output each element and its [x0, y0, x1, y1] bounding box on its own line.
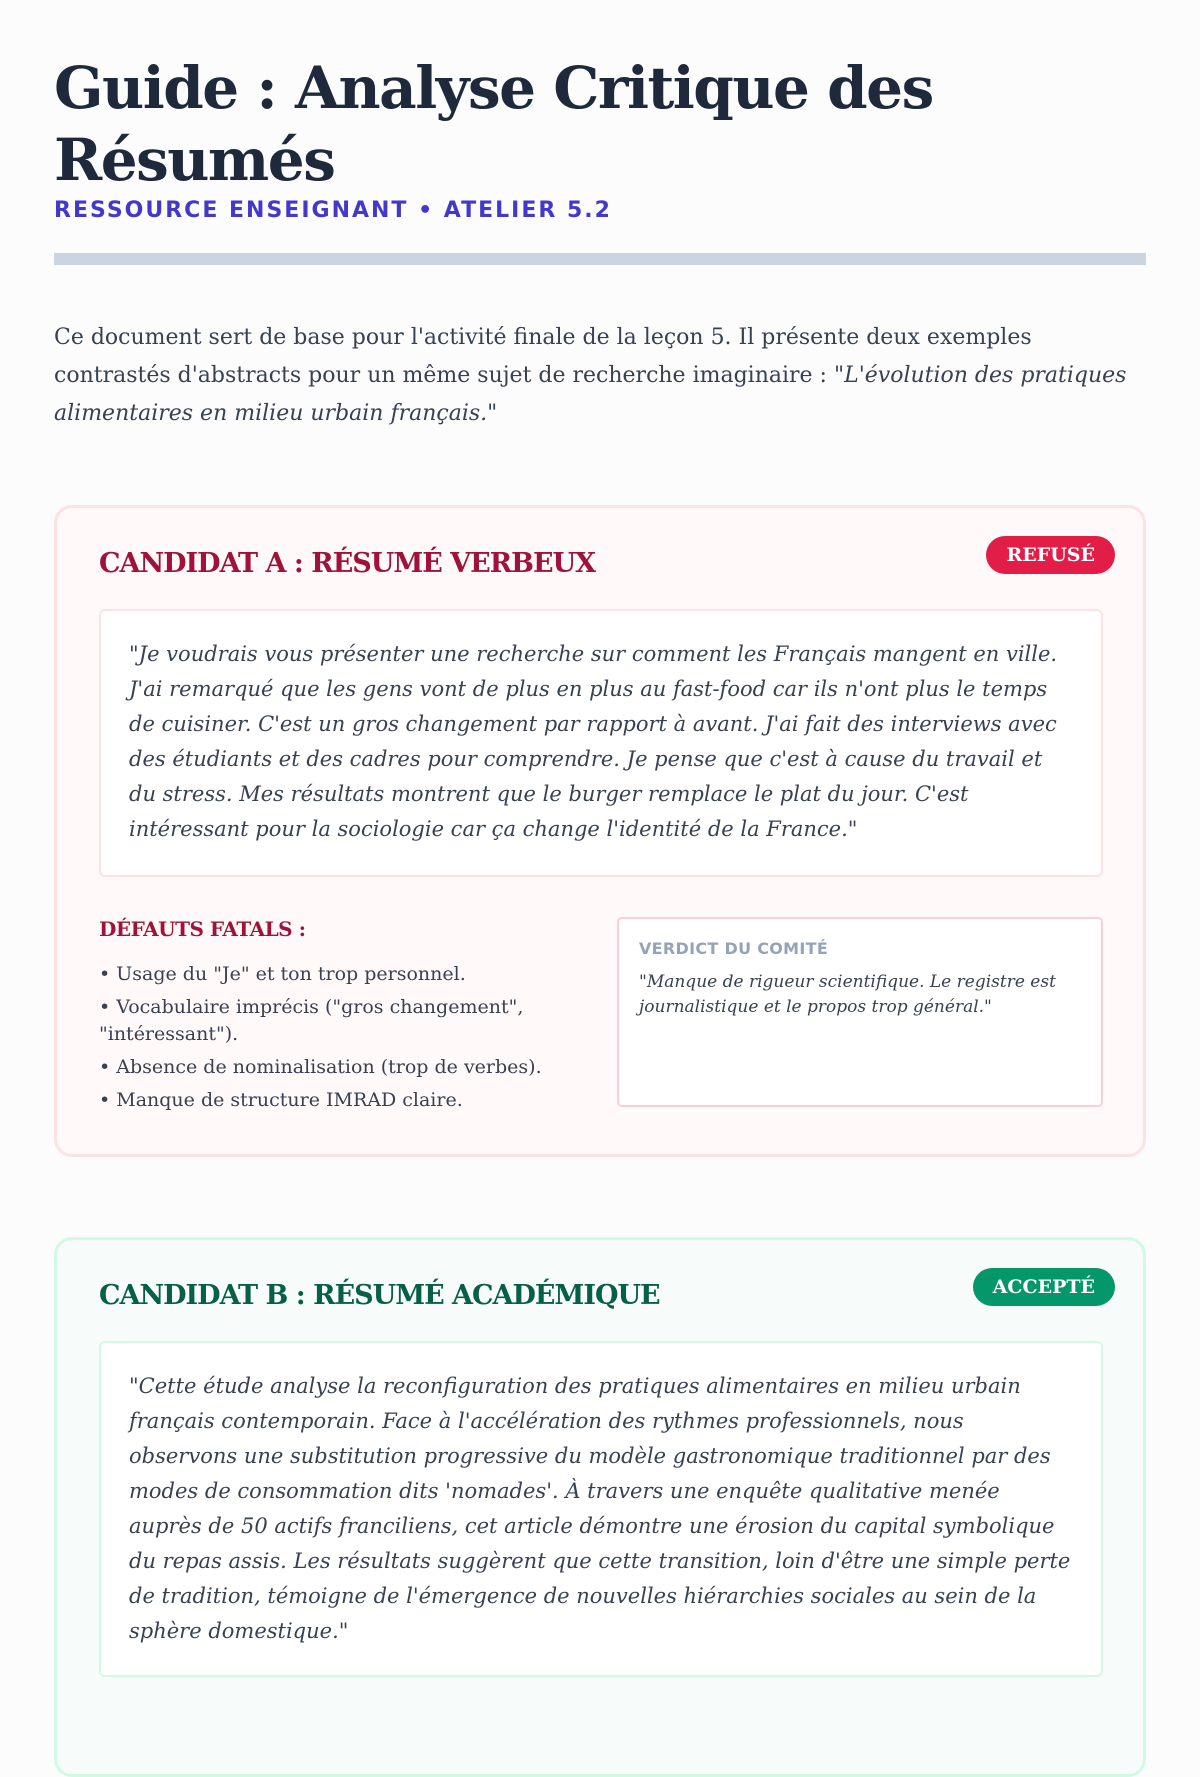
candidate-b-title: CANDIDAT B : RÉSUMÉ ACADÉMIQUE: [99, 1280, 660, 1311]
candidate-a-analysis: [99, 917, 1103, 1120]
defects-list: [99, 961, 589, 1114]
defect-item: • Vocabulaire imprécis ("gros changement", "intéressant").: [99, 994, 589, 1048]
defect-item: • Manque de structure IMRAD claire.: [99, 1087, 589, 1114]
page-subtitle: RESSOURCE ENSEIGNANT • ATELIER 5.2: [54, 198, 612, 223]
candidate-b-card: [54, 1237, 1146, 1777]
header-divider: [54, 253, 1146, 265]
verdict-label: VERDICT DU COMITÉ: [639, 939, 829, 958]
defect-item: • Absence de nominalisation (trop de verbes).: [99, 1054, 589, 1081]
committee-verdict: [617, 917, 1103, 1107]
accepted-badge: ACCEPTÉ: [973, 1268, 1115, 1306]
candidate-b-abstract: "Cette étude analyse la reconfiguration des pratiques alimentaires en milieu urbain français contemporain. Face à l'accélération des rythmes professionnels, nous observons une substitution progressive du modèle gastronomique traditionnel par des modes de consommation dits 'nomades'. À travers une enquête qualitative menée auprès de 50 actifs franciliens, cet article démontre une érosion du capital symbolique du repas assis. Les résultats suggèrent que cette transition, loin d'être une simple perte de tradition, témoigne de l'émergence de nouvelles hiérarchies sociales au sein de la sphère domestique.": [99, 1341, 1103, 1677]
defect-item: • Usage du "Je" et ton trop personnel.: [99, 961, 589, 988]
intro-topic: "L'évolution des pratiques alimentaires en milieu urbain français.": [54, 363, 1127, 426]
intro-text: Ce document sert de base pour l'activité finale de la leçon 5. Il présente deux exemples contrastés d'abstracts pour un même sujet de recherche imaginaire :: [54, 325, 1032, 388]
candidate-a-card: [54, 505, 1146, 1157]
candidate-a-abstract: "Je voudrais vous présenter une recherche sur comment les Français mangent en ville. J'ai remarqué que les gens vont de plus en plus au fast-food car ils n'ont plus le temps de cuisiner. C'est un gros changement par rapport à avant. J'ai fait des interviews avec des étudiants et des cadres pour comprendre. Je pense que c'est à cause du travail et du stress. Mes résultats montrent que le burger remplace le plat du jour. C'est intéressant pour la sociologie car ça change l'identité de la France.": [99, 609, 1103, 877]
page-title: Guide : Analyse Critique des Résumés: [54, 54, 933, 194]
fatal-defects: [99, 917, 589, 1120]
candidate-a-title: CANDIDAT A : RÉSUMÉ VERBEUX: [99, 548, 596, 579]
fatal-defects-title: DÉFAUTS FATALS :: [99, 917, 306, 941]
rejected-badge: REFUSÉ: [986, 536, 1115, 574]
intro-paragraph: [54, 319, 1146, 433]
verdict-text: "Manque de rigueur scientifique. Le registre est journalistique et le propos trop général.": [639, 972, 1056, 1017]
